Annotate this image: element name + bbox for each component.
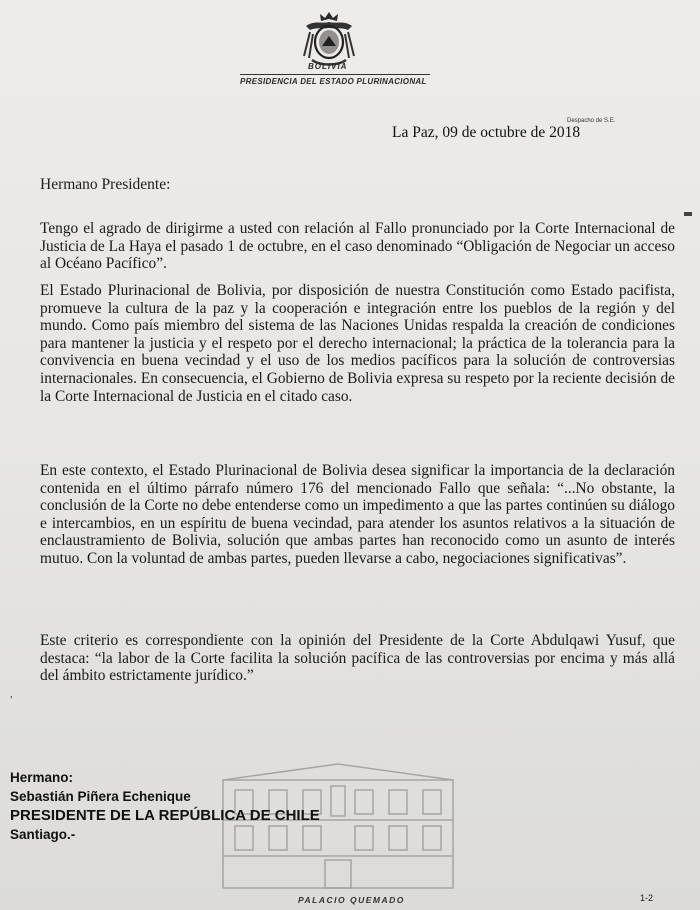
palace-caption: PALACIO QUEMADO	[298, 895, 405, 905]
margin-mark: ,	[10, 688, 13, 700]
paragraph-4: Este criterio es correspondiente con la opinión del Presidente de la Corte Abdulqawi Yusuf, que destaca: “la labor de la Corte facilita la solución pacífica de las controversias por encima y más allá del ámbito estrictamente jurídico.”	[40, 632, 675, 685]
recipient-block	[10, 768, 320, 844]
letterhead-office: PRESIDENCIA DEL ESTADO PLURINACIONAL	[240, 74, 430, 86]
recipient-name: Sebastián Piñera Echenique	[10, 789, 191, 804]
recipient-city: Santiago.-	[10, 827, 76, 842]
edge-mark	[684, 212, 692, 216]
page-number: 1-2	[640, 893, 654, 903]
letterhead-country: BOLIVIA	[308, 62, 348, 71]
coat-of-arms-icon	[300, 8, 358, 70]
paragraph-2: El Estado Plurinacional de Bolivia, por disposición de nuestra Constitución como Estado pacifista, promueve la cultura de la paz y la cooperación e integración entre los pueblos de la región y del mundo. Como país miembro del sistema de las Naciones Unidas respalda la creación de condiciones para mantener la justicia y el respeto por el derecho internacional; la práctica de la tolerancia para la convivencia en buena vecindad y el uso de los medios pacíficos para la solución de controversias internacionales. En consecuencia, el Gobierno de Bolivia expresa su respeto por la reciente decisión de la Corte Internacional de Justicia en el citado caso.	[40, 282, 675, 405]
paragraph-3: En este contexto, el Estado Plurinacional de Bolivia desea significar la importancia de la declaración contenida en el último párrafo número 176 del mencionado Fallo que señala: “...No obstante, la conclusión de la Corte no debe entenderse como un impedimento a que las partes continúen su diálogo e intercambios, en un espíritu de buena vecindad, para atender los asuntos relativos a la situación de enclaustramiento de Bolivia, solución que ambas partes han reconocido como un asunto de interés mutuo. Con la voluntad de ambas partes, pueden llevarse a cabo, negociaciones significativas”.	[40, 462, 675, 567]
salutation: Hermano Presidente:	[40, 176, 171, 193]
paragraph-1: Tengo el agrado de dirigirme a usted con relación al Fallo pronunciado por la Corte Internacional de Justicia de La Haya el pasado 1 de octubre, en el caso denominado “Obligación de Negociar un acceso al Océano Pacífico”.	[40, 220, 675, 273]
recipient-title: PRESIDENTE DE LA REPÚBLICA DE CHILE	[10, 807, 320, 824]
despacho-label: Despacho de S.E.	[567, 118, 616, 124]
recipient-greeting: Hermano:	[10, 770, 74, 785]
date-line: La Paz, 09 de octubre de 2018	[392, 124, 581, 141]
